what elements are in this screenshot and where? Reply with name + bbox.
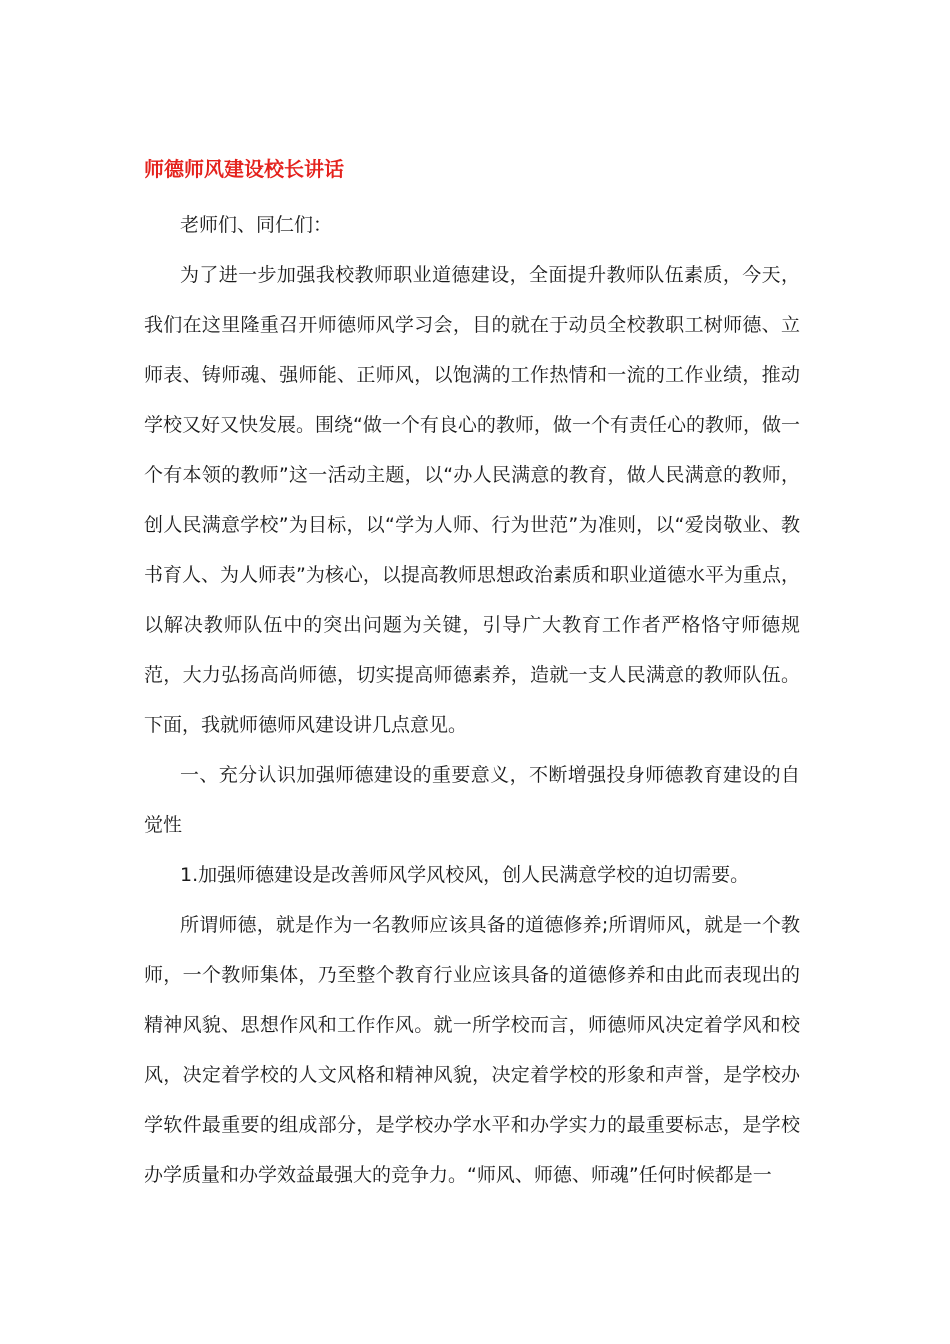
greeting-paragraph: 老师们、同仁们： (180, 214, 333, 236)
document-title: 师德师风建设校长讲话 (144, 157, 344, 181)
document-body (144, 200, 800, 1200)
body-paragraph: 所谓师德，就是作为一名教师应该具备的道德修养;所谓师风，就是一个教师，一个教师集体，乃至整个教育行业应该具备的道德修养和由此而表现出的精神风貌、思想作风和工作作风。就一所学校而言，师德师风决定着学风和校风，决定着学校的人文风格和精神风貌，决定着学校的形象和声誉，是学校办学软件最重要的组成部分，是学校办学水平和办学实力的最重要标志，是学校办学质量和办学效益最强大的竞争力。“师风、师德、师魂”任何时候都是一 (144, 914, 800, 1186)
section-heading-1: 一、充分认识加强师德建设的重要意义，不断增强投身师德教育建设的自觉性 (144, 764, 800, 836)
subsection-heading-1-1: 1.加强师德建设是改善师风学风校风，创人民满意学校的迫切需要。 (180, 864, 750, 886)
intro-paragraph: 为了进一步加强我校教师职业道德建设，全面提升教师队伍素质，今天，我们在这里隆重召开师德师风学习会，目的就在于动员全校教职工树师德、立师表、铸师魂、强师能、正师风，以饱满的工作热情和一流的工作业绩，推动学校又好又快发展。围绕“做一个有良心的教师，做一个有责任心的教师，做一个有本领的教师”这一活动主题，以“办人民满意的教育，做人民满意的教师，创人民满意学校”为目标，以“学为人师、行为世范”为准则，以“爱岗敬业、教书育人、为人师表”为核心，以提高教师思想政治素质和职业道德水平为重点，以解决教师队伍中的突出问题为关键，引导广大教育工作者严格恪守师德规范，大力弘扬高尚师德，切实提高师德素养，造就一支人民满意的教师队伍。 下面，我就师德师风建设讲几点意见。 (144, 264, 800, 736)
